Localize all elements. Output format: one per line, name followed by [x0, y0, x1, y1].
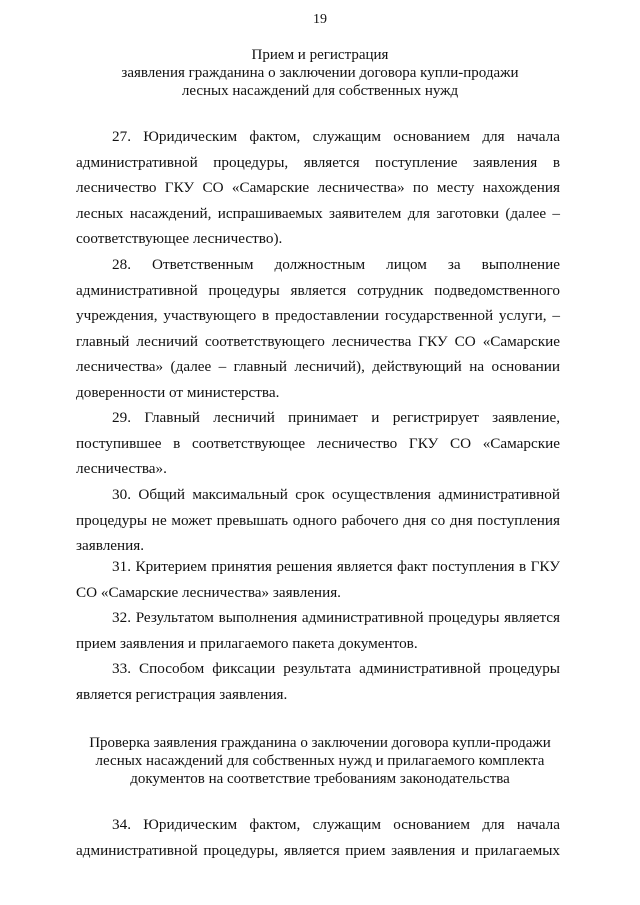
section-heading-verification [60, 734, 580, 788]
text-line: 28. Ответственным должностным лицом за выполнение [112, 256, 560, 273]
heading-line: заявления гражданина о заключении договора купли-продажи [121, 65, 519, 81]
paragraph-30 [76, 482, 560, 559]
text-line: административной процедуры, является прием заявления и прилагаемых [76, 841, 560, 859]
paragraph-34 [76, 812, 560, 863]
text-line: соответствующее лесничество). [76, 230, 283, 247]
text-line: прием заявления и прилагаемого пакета документов. [76, 634, 418, 652]
section-heading-registration [60, 46, 580, 100]
heading-line: документов на соответствие требованиям законодательства [130, 771, 510, 787]
text-line: административной процедуры, является поступление заявления в [76, 153, 560, 171]
paragraph-31 [76, 554, 560, 605]
text-line: главный лесничий соответствующего лесничества ГКУ СО «Самарские [76, 332, 560, 350]
page-number: 19 [313, 12, 327, 27]
text-line: лесничества». [76, 460, 167, 477]
text-line: 32. Результатом выполнения административной процедуры является [112, 609, 560, 626]
text-line: учреждения, участвующего в предоставлении государственной услуги, – [76, 307, 560, 324]
text-line: поступившее в соответствующее лесничество ГКУ СО «Самарские [76, 434, 560, 452]
text-line: 33. Способом фиксации результата административной процедуры [112, 660, 560, 677]
paragraph-32 [76, 605, 560, 656]
text-line: 27. Юридическим фактом, служащим основанием для начала [112, 128, 560, 145]
heading-line: Прием и регистрация [251, 47, 389, 63]
paragraph-27 [76, 124, 560, 252]
text-line: 30. Общий максимальный срок осуществления административной [112, 486, 560, 503]
text-line: доверенности от министерства. [76, 383, 280, 401]
text-line: заявления. [76, 537, 145, 554]
heading-line: Проверка заявления гражданина о заключении договора купли-продажи [89, 735, 551, 751]
paragraph-29 [76, 405, 560, 482]
text-line: процедуры не может превышать одного рабочего дня со дня поступления [76, 511, 560, 529]
heading-line: лесных насаждений для собственных нужд [181, 83, 459, 99]
text-line: 34. Юридическим фактом, служащим основанием для начала [112, 816, 560, 833]
text-line: лесничество ГКУ СО «Самарские лесничества» по месту нахождения [76, 179, 560, 196]
text-line: СО «Самарские лесничества» заявления. [76, 583, 341, 601]
paragraph-33 [76, 656, 560, 707]
text-line: административной процедуры является сотрудник подведомственного [76, 281, 560, 299]
text-line: 31. Критерием принятия решения является факт поступления в ГКУ [112, 558, 560, 575]
text-line: лесничества» (далее – главный лесничий), действующий на основании [76, 358, 560, 375]
heading-line: лесных насаждений для собственных нужд и прилагаемого комплекта [95, 753, 545, 769]
text-line: является регистрация заявления. [76, 685, 288, 703]
text-line: лесных насаждений, испрашиваемых заявителем для заготовки (далее – [76, 204, 560, 222]
paragraph-28 [76, 252, 560, 405]
text-line: 29. Главный лесничий принимает и регистрирует заявление, [112, 409, 560, 426]
